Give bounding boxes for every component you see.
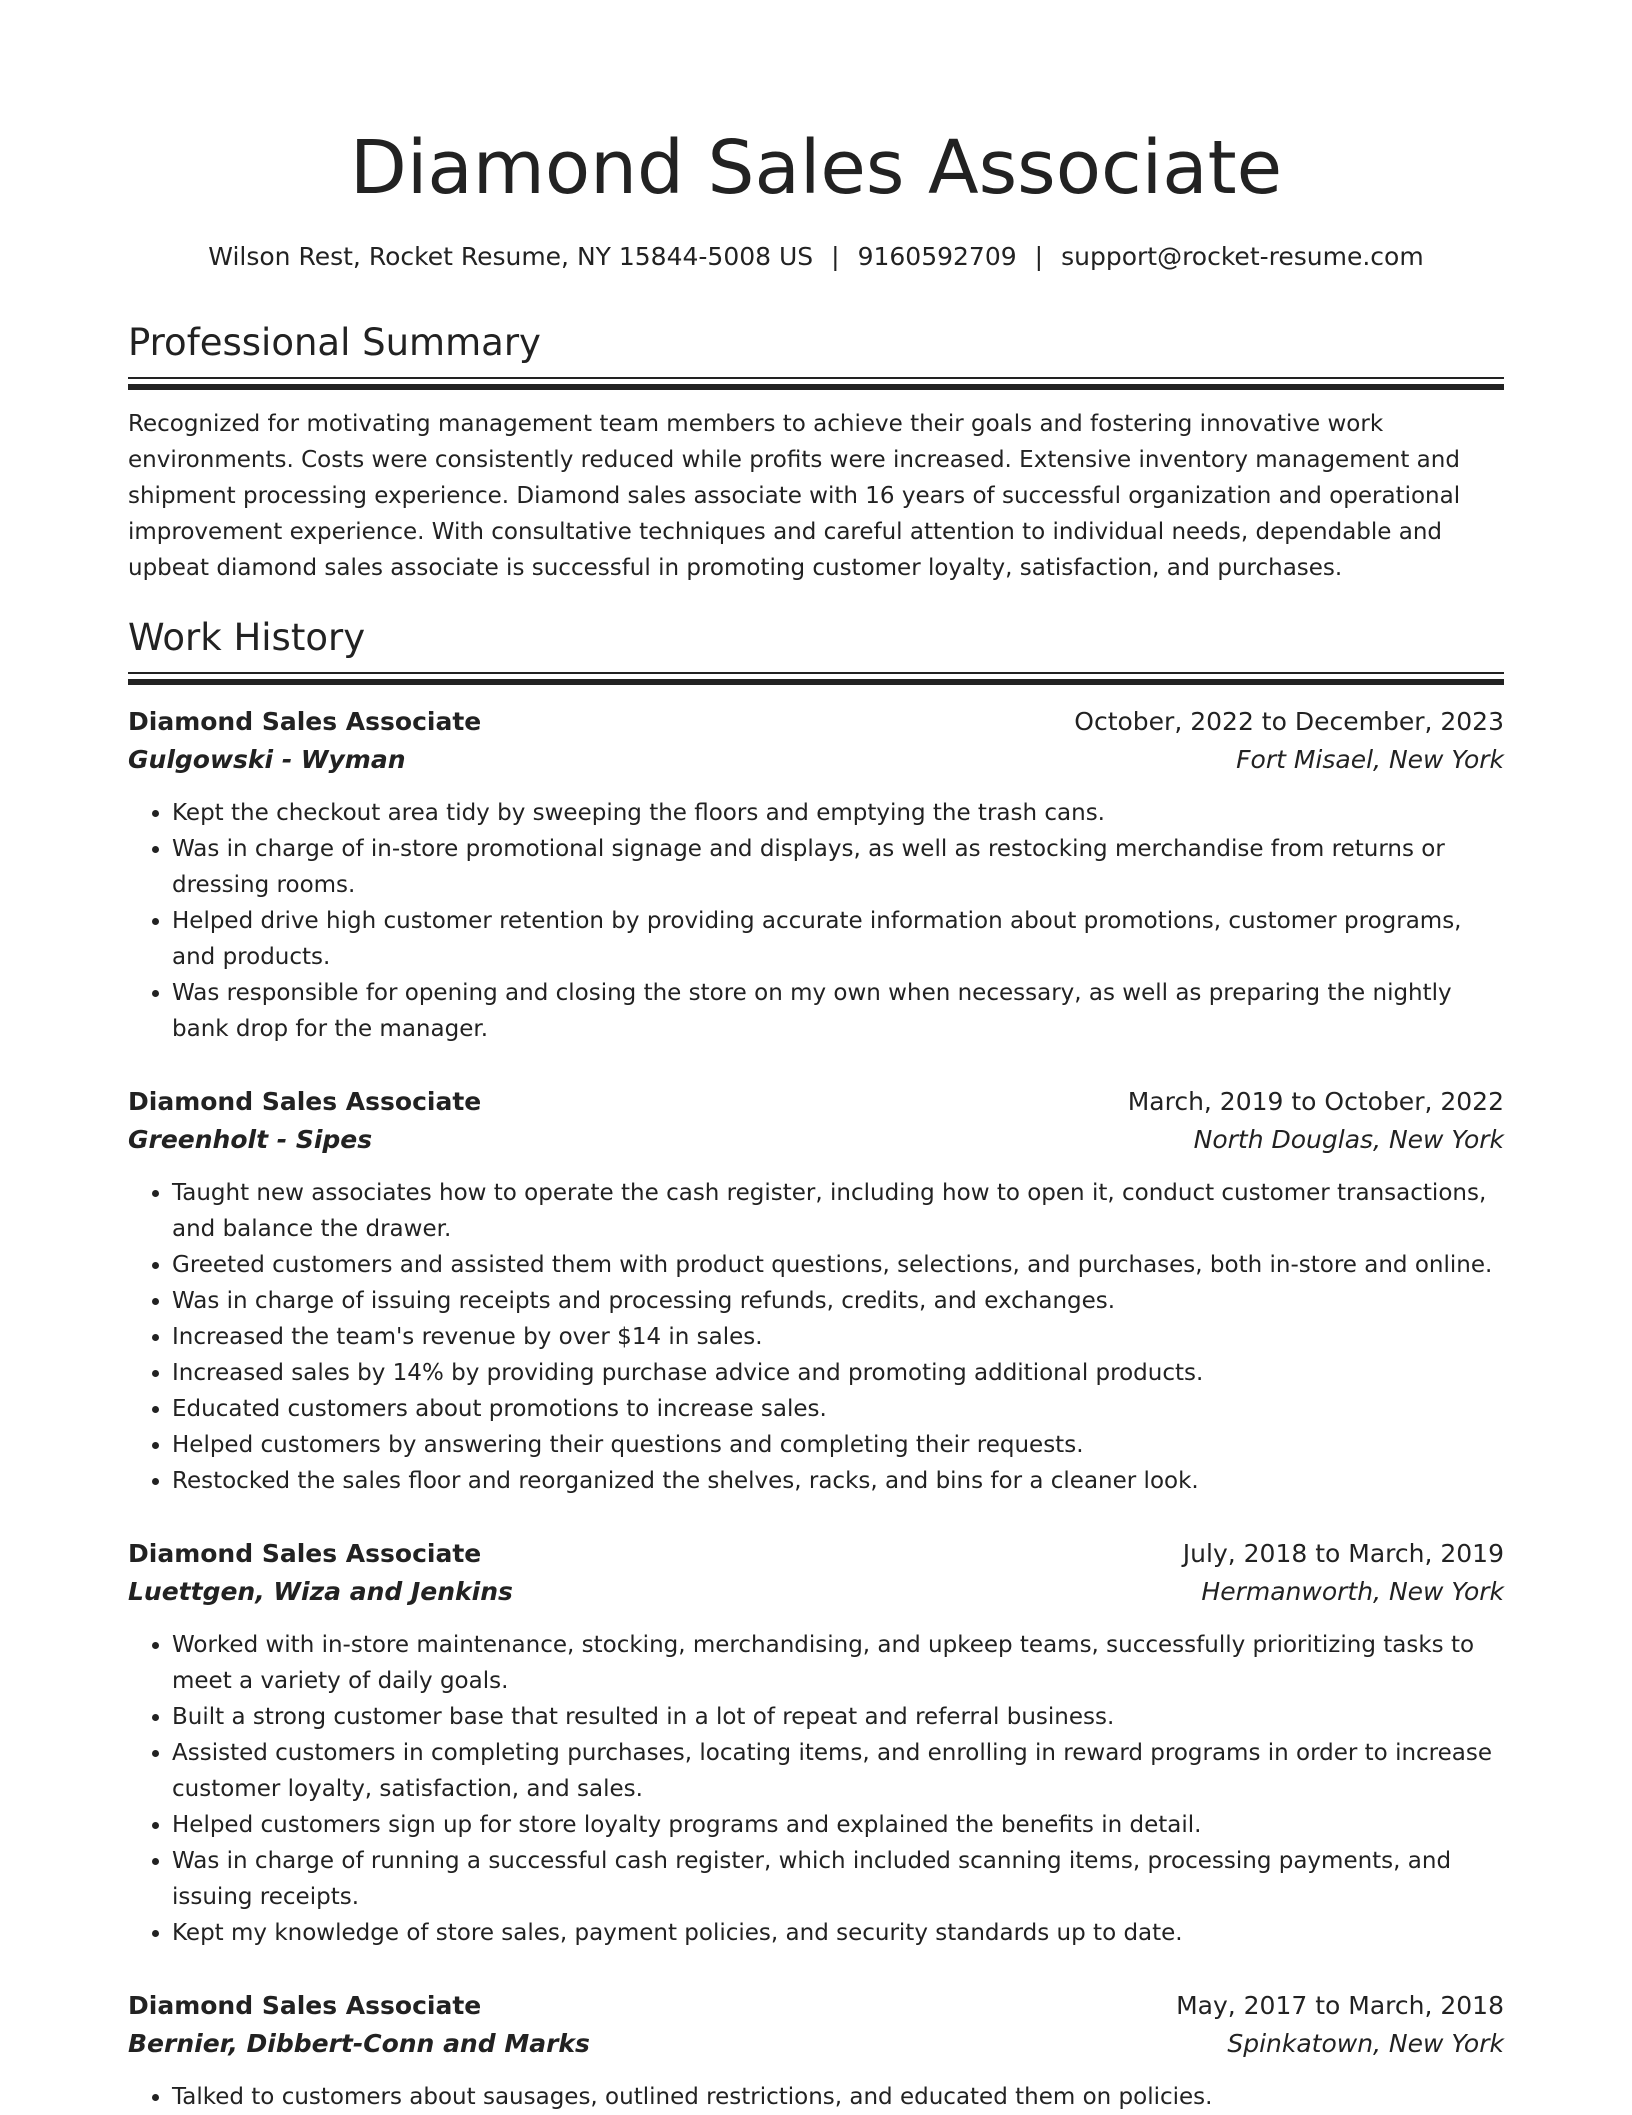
job-entry	[128, 1535, 1504, 1951]
job-bullet: • Taught new associates how to operate the cash register, including how to open it, conduct customer transactions, and balance the drawer.	[172, 1175, 1504, 1247]
job-bullet: • Was in charge of in-store promotional signage and displays, as well as restocking merchandise from returns or dressing rooms.	[172, 831, 1504, 903]
job-entry	[128, 1083, 1504, 1499]
job-bullet: • Worked with in-store maintenance, stocking, merchandising, and upkeep teams, successfully prioritizing tasks to meet a variety of daily goals.	[172, 1627, 1504, 1699]
job-bullet-list	[128, 1627, 1504, 1951]
job-company: Luettgen, Wiza and Jenkins	[128, 1577, 513, 1606]
job-bullet: • Educated customers about promotions to increase sales.	[172, 1391, 1504, 1427]
job-bullet: • Helped customers by answering their questions and completing their requests.	[172, 1427, 1504, 1463]
job-title: Diamond Sales Associate	[128, 707, 482, 736]
contact-email: support@rocket-resume.com	[1061, 242, 1424, 271]
job-bullet-list	[128, 795, 1504, 1047]
job-subheader-row	[128, 2025, 1504, 2063]
job-entry	[128, 703, 1504, 1047]
job-location: Hermanworth, New York	[1201, 1577, 1504, 1606]
job-bullet: • Talked to customers about sausages, outlined restrictions, and educated them on policies.	[172, 2079, 1504, 2115]
job-dates: July, 2018 to March, 2019	[1182, 1539, 1504, 1568]
summary-heading: Professional Summary	[128, 321, 541, 364]
job-location: Spinkatown, New York	[1227, 2029, 1504, 2058]
job-bullet: • Greeted customers and assisted them with product questions, selections, and purchases, both in-store and online.	[172, 1247, 1504, 1283]
resume-name: Diamond Sales Associate	[349, 125, 1283, 211]
job-bullet: • Was in charge of issuing receipts and processing refunds, credits, and exchanges.	[172, 1283, 1504, 1319]
work-history-heading: Work History	[128, 616, 366, 659]
job-bullet-list	[128, 2079, 1504, 2115]
job-company: Bernier, Dibbert-Conn and Marks	[128, 2029, 590, 2058]
job-bullet: • Assisted customers in completing purchases, locating items, and enrolling in reward programs in order to increase customer loyalty, satisfaction, and sales.	[172, 1735, 1504, 1807]
job-subheader-row	[128, 741, 1504, 779]
job-bullet: • Was in charge of running a successful cash register, which included scanning items, processing payments, and issuing receipts.	[172, 1843, 1504, 1915]
job-header-row	[128, 703, 1504, 741]
contact-separator: |	[831, 242, 840, 271]
job-subheader-row	[128, 1573, 1504, 1611]
job-header-row	[128, 1987, 1504, 2025]
job-dates: October, 2022 to December, 2023	[1074, 707, 1504, 736]
job-bullet: • Restocked the sales floor and reorganized the shelves, racks, and bins for a cleaner look.	[172, 1463, 1504, 1499]
job-location: North Douglas, New York	[1193, 1125, 1504, 1154]
job-location: Fort Misael, New York	[1236, 745, 1504, 774]
work-rule-thick	[128, 679, 1504, 685]
job-dates: March, 2019 to October, 2022	[1127, 1087, 1504, 1116]
job-header-row	[128, 1535, 1504, 1573]
job-bullet: • Helped customers sign up for store loyalty programs and explained the benefits in detail.	[172, 1807, 1504, 1843]
contact-line	[128, 240, 1504, 274]
job-bullet: • Kept the checkout area tidy by sweeping the floors and emptying the trash cans.	[172, 795, 1504, 831]
job-company: Greenholt - Sipes	[128, 1125, 373, 1154]
job-bullet: • Kept my knowledge of store sales, payment policies, and security standards up to date.	[172, 1915, 1504, 1951]
contact-separator: |	[1034, 242, 1044, 271]
job-bullet: • Helped drive high customer retention by providing accurate information about promotions, customer programs, and products.	[172, 903, 1504, 975]
summary-text: Recognized for motivating management team members to achieve their goals and fostering innovative work environments. Costs were consistently reduced while profits were increased. Extensive inventory management and shipment processing experience. Diamond sales associate with 16 years of successful organization and operational improvement experience. With consultative techniques and careful attention to individual needs, dependable and upbeat diamond sales associate is successful in promoting customer loyalty, satisfaction, and purchases.	[128, 411, 1461, 581]
job-bullet: • Increased sales by 14% by providing purchase advice and promoting additional products.	[172, 1355, 1504, 1391]
job-subheader-row	[128, 1121, 1504, 1159]
job-bullet: • Was responsible for opening and closing the store on my own when necessary, as well as preparing the nightly bank drop for the manager.	[172, 975, 1504, 1047]
job-entry	[128, 1987, 1504, 2115]
job-bullet: • Built a strong customer base that resulted in a lot of repeat and referral business.	[172, 1699, 1504, 1735]
job-title: Diamond Sales Associate	[128, 1087, 482, 1116]
job-bullet-list	[128, 1175, 1504, 1499]
summary-rule-thin	[128, 377, 1504, 379]
job-bullet: • Increased the team's revenue by over $14 in sales.	[172, 1319, 1504, 1355]
job-title: Diamond Sales Associate	[128, 1991, 482, 2020]
summary-rule-thick	[128, 384, 1504, 390]
job-dates: May, 2017 to March, 2018	[1176, 1991, 1504, 2020]
job-header-row	[128, 1083, 1504, 1121]
work-rule-thin	[128, 672, 1504, 674]
contact-phone: 9160592709	[857, 242, 1017, 271]
contact-address: Wilson Rest, Rocket Resume, NY 15844-5008 US	[208, 242, 814, 271]
job-title: Diamond Sales Associate	[128, 1539, 482, 1568]
job-company: Gulgowski - Wyman	[128, 745, 406, 774]
